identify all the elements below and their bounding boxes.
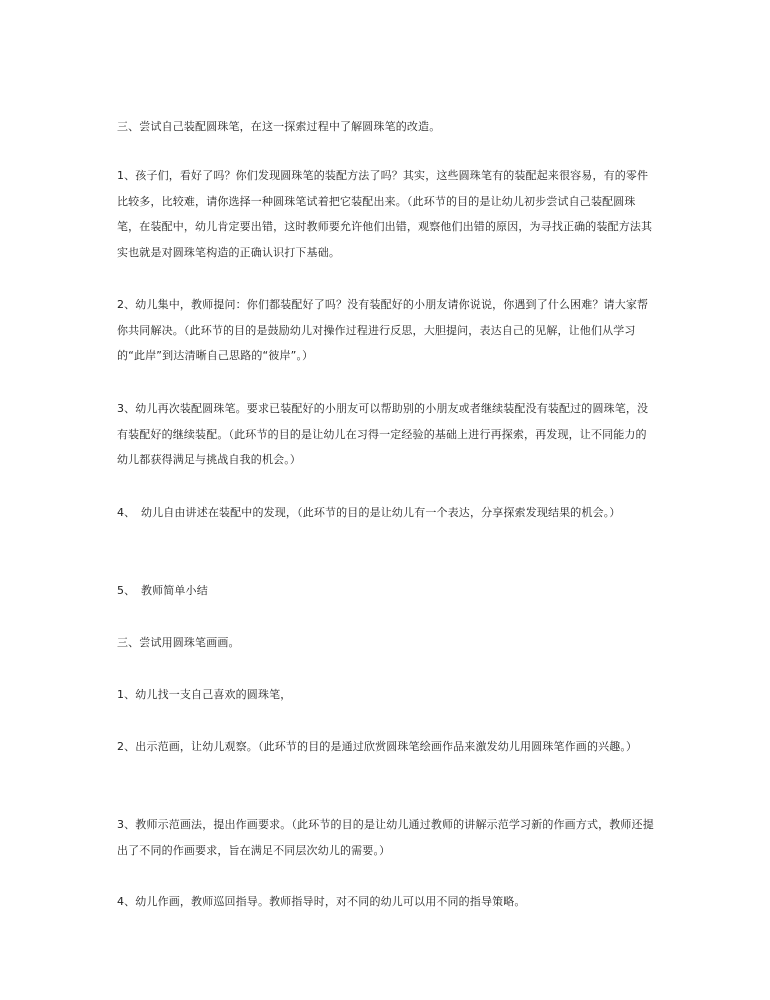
paragraph-draw-step-2: 2、出示范画，让幼儿观察。（此环节的目的是通过欣赏圆珠笔绘画作品来激发幼儿用圆珠笔作画的兴趣。） — [117, 740, 638, 753]
paragraph-draw-step-4: 4、幼儿作画，教师巡回指导。教师指导时，对不同的幼儿可以用不同的指导策略。 — [117, 895, 526, 908]
section-heading-3b: 三、尝试用圆珠笔画画。 — [117, 636, 240, 649]
paragraph-step-2: 2、幼儿集中，教师提问：你们都装配好了吗？没有装配好的小朋友请你说说，你遇到了什么困难？请大家帮你共同解决。（此环节的目的是鼓励幼儿对操作过程进行反思，大胆提问，表达自己的见解，让他们从学习的“此岸”到达清晰自己思路的“彼岸”。） — [117, 298, 649, 362]
paragraph-step-4: 4、 幼儿自由讲述在装配中的发现，（此环节的目的是让幼儿有一个表达，分享探索发现结果的机会。） — [117, 506, 621, 519]
paragraph-draw-step-3: 3、教师示范画法，提出作画要求。（此环节的目的是让幼儿通过教师的讲解示范学习新的作画方式，教师还提出了不同的作画要求，旨在满足不同层次幼儿的需要。） — [117, 818, 654, 857]
paragraph-step-3: 3、幼儿再次装配圆珠笔。要求已装配好的小朋友可以帮助别的小朋友或者继续装配没有装配过的圆珠笔，没有装配好的继续装配。（此环节的目的是让幼儿在习得一定经验的基础上进行再探索，再发现，让不同能力的幼儿都获得满足与挑战自我的机会。） — [117, 402, 649, 466]
section-heading-3a: 三、尝试自己装配圆珠笔，在这一探索过程中了解圆珠笔的改造。 — [117, 120, 441, 133]
paragraph-step-5: 5、 教师简单小结 — [117, 584, 208, 597]
paragraph-draw-step-1: 1、幼儿找一支自己喜欢的圆珠笔， — [117, 688, 292, 701]
paragraph-step-1: 1、孩子们，看好了吗？你们发现圆珠笔的装配方法了吗？其实，这些圆珠笔有的装配起来很容易，有的零件比较多，比较难，请你选择一种圆珠笔试着把它装配出来。（此环节的目的是让幼儿初步尝试自己装配圆珠笔，在装配中，幼儿肯定要出错，这时教师要允许他们出错，观察他们出错的原因，为寻找正确的装配方法其实也就是对圆珠笔构造的正确认识打下基础。 — [117, 169, 653, 259]
